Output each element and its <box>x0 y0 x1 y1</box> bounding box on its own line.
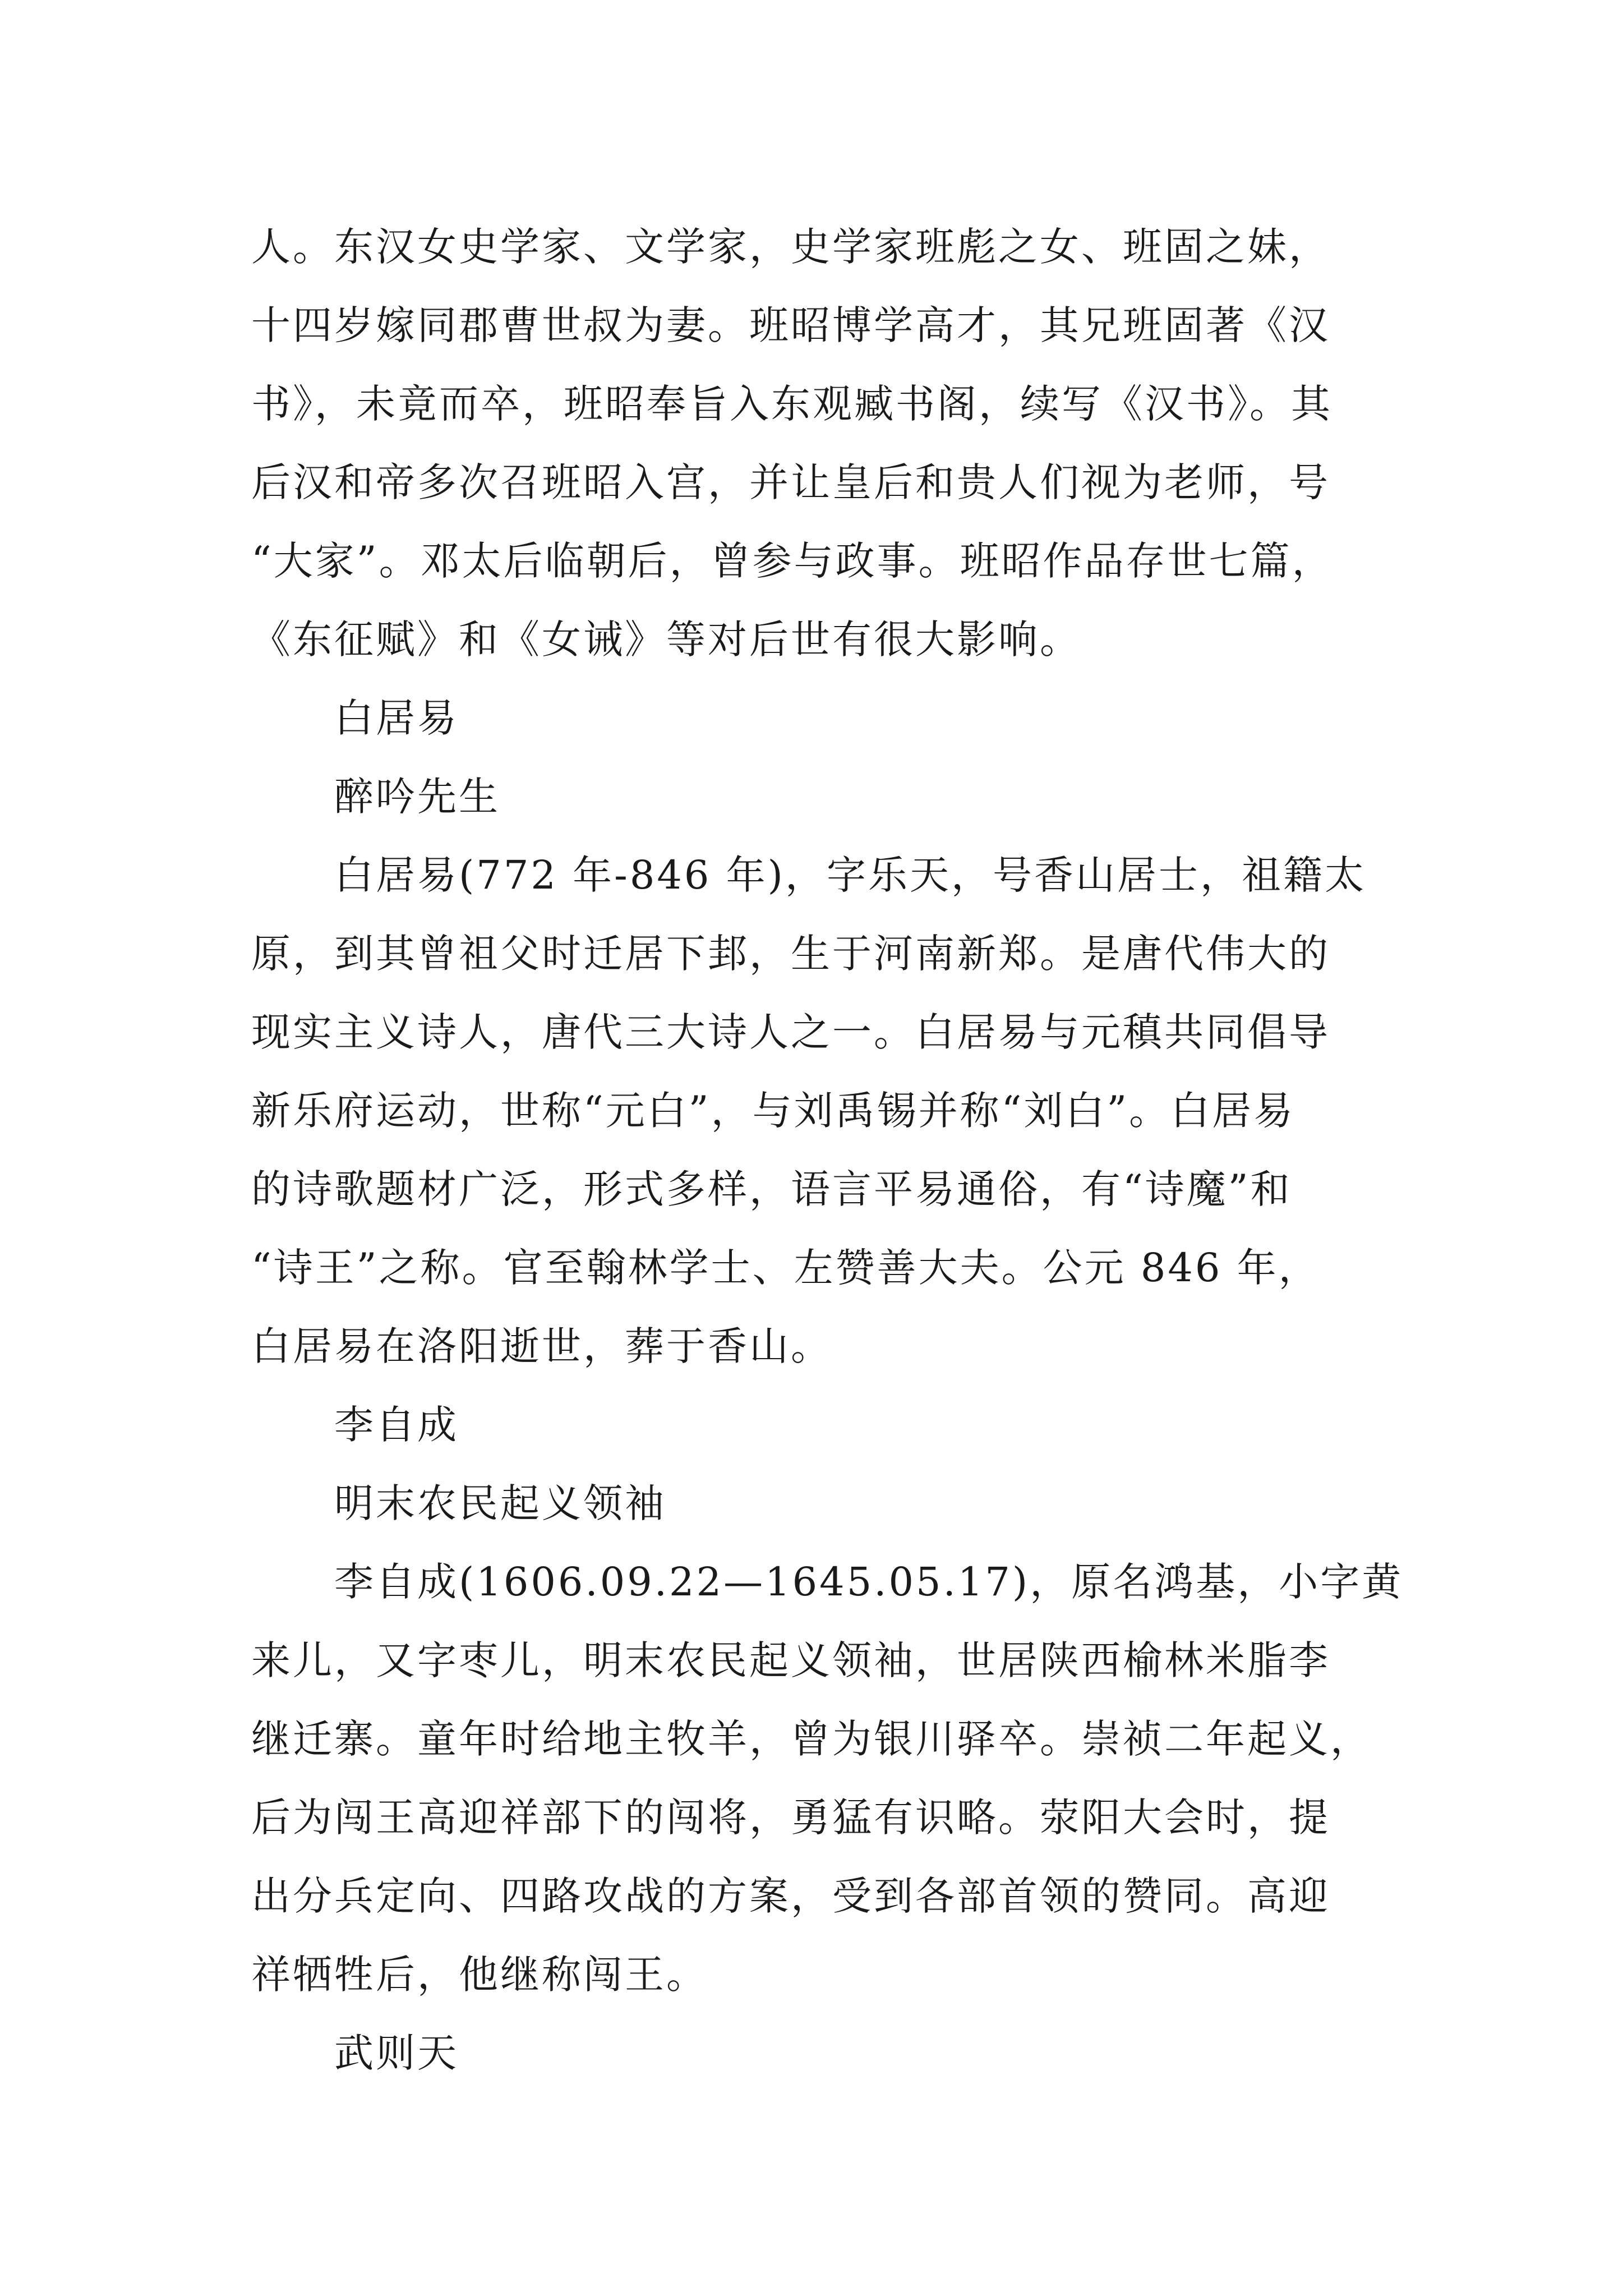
text-line: 的诗歌题材广泛，形式多样，语言平易通俗，有“诗魔”和 <box>251 1166 1292 1212</box>
text-line: “诗王”之称。官至翰林学士、左赞善大夫。公元 846 年， <box>251 1245 1320 1291</box>
text-line: “大家”。邓太后临朝后，曾参与政事。班昭作品存世七篇， <box>251 538 1334 584</box>
text-line: 出分兵定向、四路攻战的方案，受到各部首领的赞同。高迎 <box>251 1873 1330 1919</box>
text-line: 来儿，又字枣儿，明末农民起义领袖，世居陕西榆林米脂李 <box>251 1637 1330 1683</box>
text-line: 新乐府运动，世称“元白”，与刘禹锡并称“刘白”。白居易 <box>251 1088 1295 1134</box>
text-line: 十四岁嫁同郡曹世叔为妻。班昭博学高才，其兄班固著《汉 <box>251 302 1330 348</box>
text-line: 人。东汉女史学家、文学家，史学家班彪之女、班固之妹， <box>251 224 1330 270</box>
text-line: 书》，未竟而卒，班昭奉旨入东观臧书阁，续写《汉书》。其 <box>251 381 1332 427</box>
text-line: 白居易在洛阳逝世，葬于香山。 <box>251 1323 832 1369</box>
section-subheading: 明末农民起义领袖 <box>334 1480 666 1526</box>
text-line: 继迁寨。童年时给地主牧羊，曾为银川驿卒。崇祯二年起义， <box>251 1716 1372 1762</box>
text-line: 后为闯王高迎祥部下的闯将，勇猛有识略。荥阳大会时，提 <box>251 1795 1330 1841</box>
paragraph-li-zicheng <box>251 1543 1435 2014</box>
text-line: 现实主义诗人，唐代三大诗人之一。白居易与元稹共同倡导 <box>251 1009 1330 1055</box>
section-heading: 李自成 <box>334 1402 459 1448</box>
text-line: 白居易(772 年-846 年)，字乐天，号香山居士，祖籍太 <box>334 852 1366 898</box>
text-line: 祥牺牲后，他继称闯王。 <box>251 1952 708 1998</box>
text-line: 原，到其曾祖父时迁居下邽，生于河南新郑。是唐代伟大的 <box>251 931 1330 977</box>
paragraph-bai-juyi <box>251 836 1435 1386</box>
document-body <box>251 208 1435 2092</box>
text-line: 后汉和帝多次召班昭入宫，并让皇后和贵人们视为老师，号 <box>251 459 1330 505</box>
text-line: 李自成(1606.09.22—1645.05.17)，原名鸿基，小字黄 <box>334 1559 1404 1605</box>
section-heading: 白居易 <box>334 695 459 741</box>
text-line: 《东征赋》和《女诫》等对后世有很大影响。 <box>251 616 1081 662</box>
section-heading: 武则天 <box>334 2030 459 2076</box>
paragraph-ban-zhao <box>251 208 1435 679</box>
section-subheading: 醉吟先生 <box>334 774 500 820</box>
